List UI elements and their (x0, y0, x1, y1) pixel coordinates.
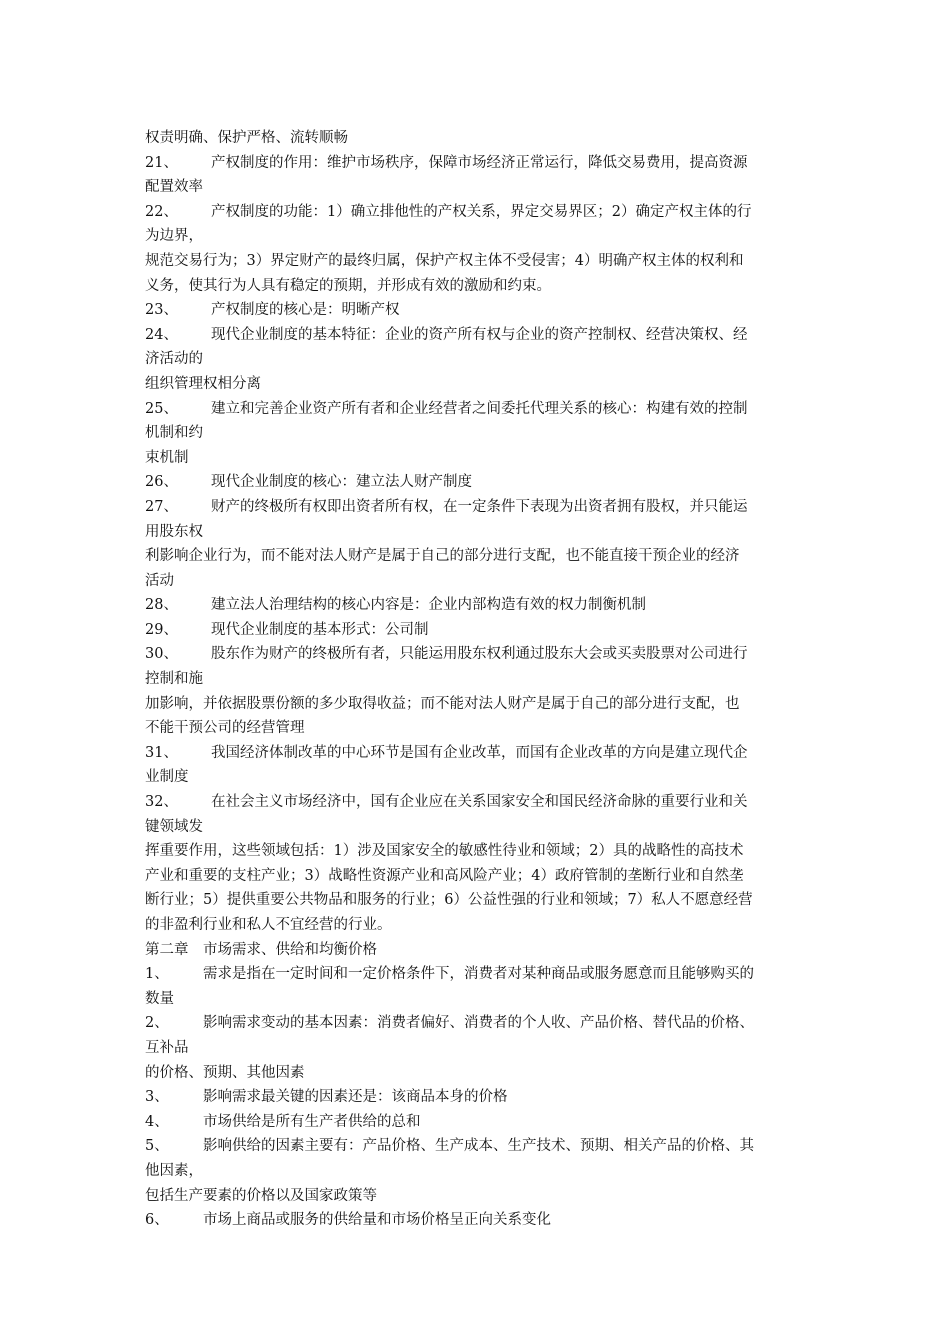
numbered-paragraph-line (145, 1110, 845, 1135)
numbered-paragraph-line (145, 1085, 845, 1110)
paragraph-line (145, 1036, 845, 1061)
line-text: 他因素， (145, 1162, 203, 1179)
numbered-paragraph-line (145, 962, 845, 987)
line-text: 包括生产要素的价格以及国家政策等 (145, 1187, 377, 1204)
line-text: 机制和约 (145, 425, 203, 442)
paragraph-line (145, 544, 845, 569)
line-text: 规范交易行为；3）界定财产的最终归属，保护产权主体不受侵害；4）明确产权主体的权利和 (145, 252, 744, 269)
item-number: 27、 (145, 498, 178, 515)
paragraph-line (145, 716, 845, 741)
line-text: 配置效率 (145, 179, 203, 196)
item-number: 6、 (145, 1212, 169, 1229)
paragraph-line (145, 864, 845, 889)
item-number: 25、 (145, 400, 178, 417)
line-text: 不能干预公司的经营管理 (145, 720, 305, 737)
paragraph-line (145, 274, 845, 299)
item-number: 3、 (145, 1089, 169, 1106)
line-text: 的非盈利行业和私人不宜经营的行业。 (145, 917, 392, 933)
numbered-paragraph-line (145, 642, 845, 667)
paragraph-line (145, 888, 845, 913)
line-text: 财产的终极所有权即出资者所有权，在一定条件下表现为出资者拥有股权，并只能运 (211, 498, 748, 515)
line-text: 束机制 (145, 449, 189, 466)
numbered-paragraph-line (145, 618, 845, 643)
numbered-paragraph-line (145, 790, 845, 815)
paragraph-line (145, 692, 845, 717)
line-text: 组织管理权相分离 (145, 375, 261, 392)
line-text: 我国经济体制改革的中心环节是国有企业改革，而国有企业改革的方向是建立现代企 (211, 744, 748, 761)
item-number: 2、 (145, 1015, 169, 1032)
numbered-paragraph-line (145, 151, 845, 176)
line-text: 现代企业制度的基本特征：企业的资产所有权与企业的资产控制权、经营决策权、经 (211, 326, 748, 343)
paragraph-line (145, 1159, 845, 1184)
paragraph-line (145, 1184, 845, 1209)
line-text: 活动 (145, 572, 174, 589)
line-text: 在社会主义市场经济中，国有企业应在关系国家安全和国民经济命脉的重要行业和关 (211, 794, 748, 811)
numbered-paragraph-line (145, 298, 845, 323)
line-text: 现代企业制度的核心：建立法人财产制度 (211, 474, 472, 491)
line-text: 第二章 市场需求、供给和均衡价格 (145, 941, 377, 958)
paragraph-line (145, 347, 845, 372)
numbered-paragraph-line (145, 397, 845, 422)
line-text: 股东作为财产的终极所有者，只能运用股东权利通过股东大会或买卖股票对公司进行 (211, 646, 748, 663)
paragraph-line (145, 224, 845, 249)
line-text: 互补品 (145, 1039, 189, 1056)
item-number: 24、 (145, 326, 178, 343)
numbered-paragraph-line (145, 741, 845, 766)
paragraph-line (145, 249, 845, 274)
line-text: 影响需求最关键的因素还是：该商品本身的价格 (203, 1089, 508, 1106)
line-text: 加影响，并依据股票份额的多少取得收益；而不能对法人财产是属于自己的部分进行支配，也 (145, 695, 740, 712)
item-number: 1、 (145, 966, 169, 983)
line-text: 用股东权 (145, 523, 203, 540)
item-number: 5、 (145, 1138, 169, 1155)
item-number: 32、 (145, 794, 178, 811)
line-text: 影响供给的因素主要有：产品价格、生产成本、生产技术、预期、相关产品的价格、其 (203, 1138, 754, 1155)
paragraph-line (145, 446, 845, 471)
numbered-paragraph-line (145, 470, 845, 495)
paragraph-line (145, 126, 845, 151)
line-text: 建立和完善企业资产所有者和企业经营者之间委托代理关系的核心：构建有效的控制 (211, 400, 748, 417)
document-page (145, 126, 845, 1233)
paragraph-line (145, 839, 845, 864)
paragraph-line (145, 175, 845, 200)
paragraph-line (145, 765, 845, 790)
line-text: 权责明确、保护严格、流转顺畅 (145, 130, 348, 146)
line-text: 现代企业制度的基本形式：公司制 (211, 621, 429, 638)
line-text: 业制度 (145, 769, 189, 786)
line-text: 济活动的 (145, 351, 203, 368)
numbered-paragraph-line (145, 1134, 845, 1159)
item-number: 4、 (145, 1113, 169, 1130)
paragraph-line (145, 938, 845, 963)
item-number: 30、 (145, 646, 178, 663)
item-number: 22、 (145, 203, 178, 220)
line-text: 控制和施 (145, 671, 203, 688)
item-number: 31、 (145, 744, 178, 761)
line-text: 挥重要作用，这些领域包括：1）涉及国家安全的敏感性待业和领域；2）具的战略性的高技术 (145, 843, 744, 860)
line-text: 数量 (145, 990, 174, 1007)
paragraph-line (145, 1061, 845, 1086)
item-number: 28、 (145, 597, 178, 614)
paragraph-line (145, 987, 845, 1012)
line-text: 建立法人治理结构的核心内容是：企业内部构造有效的权力制衡机制 (211, 597, 646, 614)
line-text: 的价格、预期、其他因素 (145, 1064, 305, 1081)
numbered-paragraph-line (145, 200, 845, 225)
paragraph-line (145, 372, 845, 397)
line-text: 影响需求变动的基本因素：消费者偏好、消费者的个人收、产品价格、替代品的价格、 (203, 1015, 754, 1032)
paragraph-line (145, 815, 845, 840)
paragraph-line (145, 913, 845, 938)
line-text: 需求是指在一定时间和一定价格条件下，消费者对某种商品或服务愿意而且能够购买的 (203, 966, 754, 983)
line-text: 断行业；5）提供重要公共物品和服务的行业；6）公益性强的行业和领域；7）私人不愿意经营 (145, 892, 753, 909)
numbered-paragraph-line (145, 1208, 845, 1233)
paragraph-line (145, 667, 845, 692)
item-number: 29、 (145, 621, 178, 638)
line-text: 市场上商品或服务的供给量和市场价格呈正向关系变化 (203, 1212, 551, 1229)
paragraph-line (145, 569, 845, 594)
numbered-paragraph-line (145, 593, 845, 618)
line-text: 产业和重要的支柱产业；3）战略性资源产业和高风险产业；4）政府管制的垄断行业和自然垄 (145, 867, 744, 884)
item-number: 21、 (145, 154, 178, 171)
line-text: 义务，使其行为人具有稳定的预期，并形成有效的激励和约束。 (145, 277, 551, 294)
line-text: 键领域发 (145, 818, 203, 835)
numbered-paragraph-line (145, 495, 845, 520)
paragraph-line (145, 421, 845, 446)
line-text: 产权制度的功能：1）确立排他性的产权关系，界定交易界区；2）确定产权主体的行 (211, 203, 752, 220)
item-number: 26、 (145, 474, 178, 491)
paragraph-line (145, 520, 845, 545)
item-number: 23、 (145, 302, 178, 319)
line-text: 市场供给是所有生产者供给的总和 (203, 1113, 421, 1130)
line-text: 产权制度的核心是：明晰产权 (211, 302, 400, 319)
numbered-paragraph-line (145, 1011, 845, 1036)
line-text: 为边界， (145, 228, 203, 245)
numbered-paragraph-line (145, 323, 845, 348)
line-text: 产权制度的作用：维护市场秩序，保障市场经济正常运行，降低交易费用，提高资源 (211, 154, 748, 171)
line-text: 利影响企业行为，而不能对法人财产是属于自己的部分进行支配，也不能直接干预企业的经济 (145, 548, 740, 565)
